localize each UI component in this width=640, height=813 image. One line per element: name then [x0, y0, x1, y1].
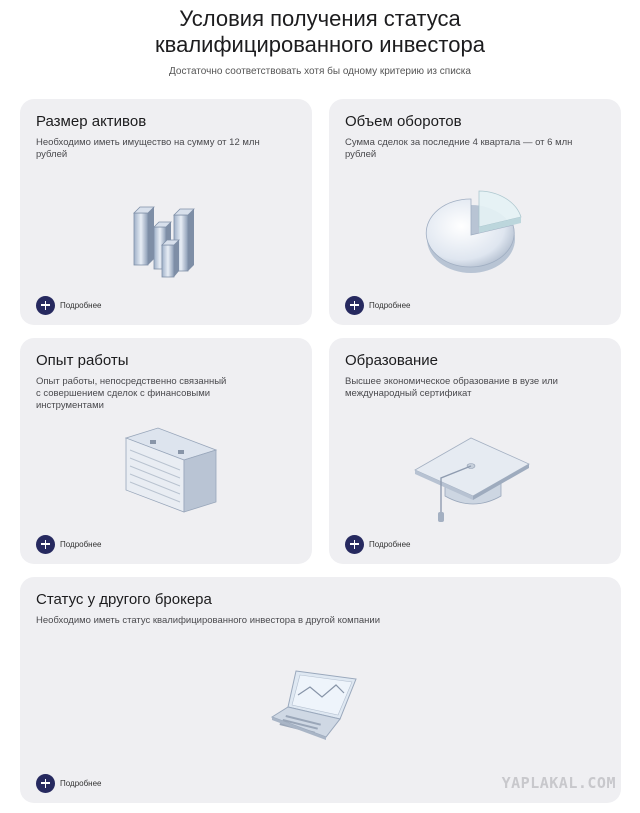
briefcase-icon: [120, 426, 220, 521]
page-title-line-2: квалифицированного инвестора: [155, 32, 485, 57]
watermark: YAPLAKAL.COM: [501, 774, 616, 792]
card-description: [345, 376, 558, 400]
card-description-line: Необходимо иметь статус квалифицированного инвестора в другой компании: [36, 615, 380, 626]
card-broker-status: [20, 577, 621, 803]
card-title: Размер активов: [36, 113, 147, 130]
bar-blocks-icon: [128, 199, 208, 284]
card-title: Объем оборотов: [345, 113, 462, 130]
more-label: Подробнее: [60, 300, 102, 310]
card-title: Статус у другого брокера: [36, 591, 212, 608]
card-education: [329, 338, 621, 564]
plus-icon: [345, 535, 364, 554]
card-experience: [20, 338, 312, 564]
card-title: Образование: [345, 352, 438, 369]
plus-icon: [36, 774, 55, 793]
plus-icon: [36, 296, 55, 315]
card-description: [345, 137, 572, 161]
more-button[interactable]: [345, 295, 411, 315]
laptop-icon: [270, 665, 365, 745]
plus-icon: [36, 535, 55, 554]
card-description-line: Высшее экономическое образование в вузе или: [345, 376, 558, 387]
card-description: [36, 137, 260, 161]
pie-chart-icon: [425, 187, 525, 277]
card-description-line: международный сертификат: [345, 388, 472, 399]
graduation-cap-icon: [413, 434, 533, 529]
more-button[interactable]: [345, 534, 411, 554]
plus-icon: [345, 296, 364, 315]
card-description-line: инструментами: [36, 400, 104, 411]
page-title: [0, 6, 640, 58]
more-button[interactable]: [36, 534, 102, 554]
card-description: [36, 376, 226, 412]
more-button[interactable]: [36, 773, 102, 793]
page-subtitle: Достаточно соответствовать хотя бы одному критерию из списка: [169, 66, 471, 77]
card-description-line: рублей: [345, 149, 377, 160]
more-label: Подробнее: [60, 778, 102, 788]
card-description-line: рублей: [36, 149, 68, 160]
more-button[interactable]: [36, 295, 102, 315]
card-description-line: Сумма сделок за последние 4 квартала — от 6 млн: [345, 137, 573, 148]
card-title: Опыт работы: [36, 352, 129, 369]
more-label: Подробнее: [60, 539, 102, 549]
card-description-line: Необходимо иметь имущество на сумму от 12 млн: [36, 137, 260, 148]
card-turnover: [329, 99, 621, 325]
more-label: Подробнее: [369, 300, 411, 310]
card-description-line: с совершением сделок с финансовыми: [36, 388, 211, 399]
page-title-line-1: Условия получения статуса: [179, 6, 461, 31]
card-description: [36, 615, 380, 627]
more-label: Подробнее: [369, 539, 411, 549]
card-description-line: Опыт работы, непосредственно связанный: [36, 376, 227, 387]
card-assets: [20, 99, 312, 325]
